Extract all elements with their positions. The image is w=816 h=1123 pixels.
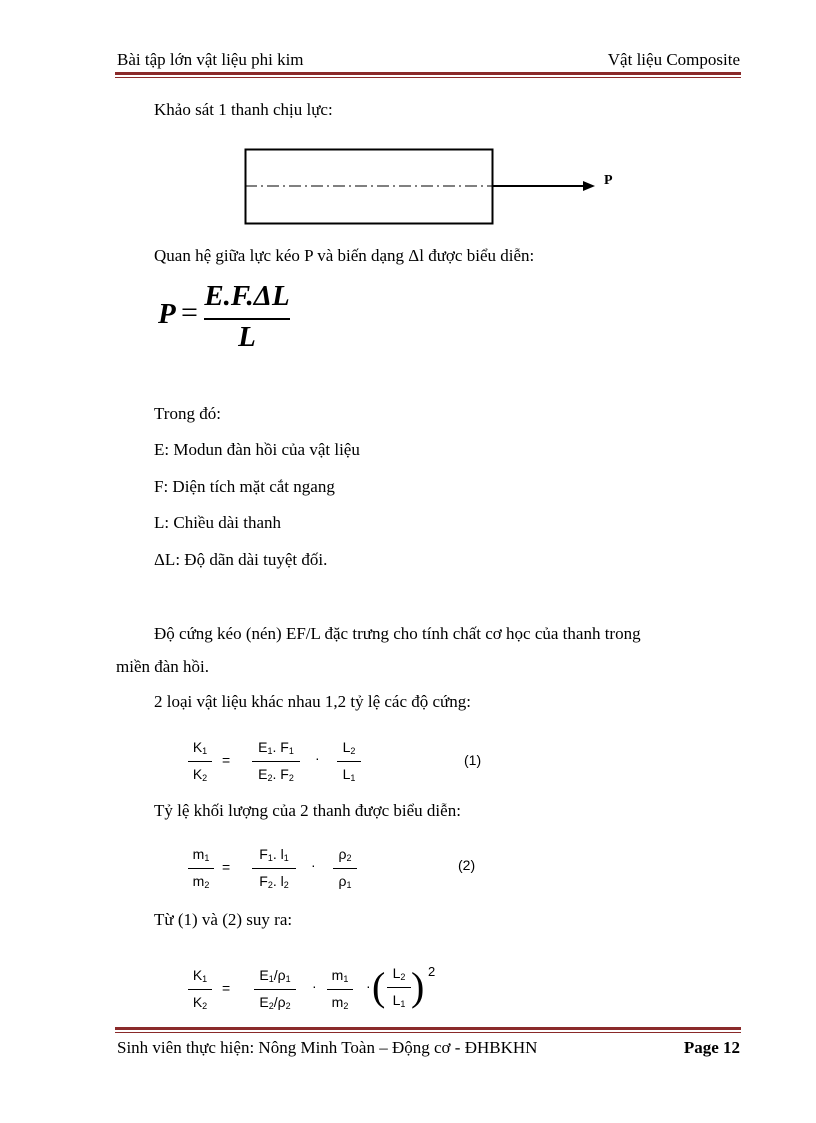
eq3-right-paren: ) xyxy=(411,964,425,1009)
header-right: Vật liệu Composite xyxy=(607,50,740,69)
mass-ratio-text: Tỷ lệ khối lượng của 2 thanh được biểu diễn: xyxy=(154,801,461,820)
footer-rule xyxy=(115,1027,741,1033)
eq3-bar-a xyxy=(188,989,212,990)
footer-left: Sinh viên thực hiện: Nông Minh Toàn – Động cơ - ĐHBKHN xyxy=(117,1038,538,1057)
eq1-dot: · xyxy=(315,750,320,766)
eq3-bar-c xyxy=(327,989,353,990)
force-label: P xyxy=(604,173,613,188)
def-item: E: Modun đàn hồi của vật liệu xyxy=(154,440,360,459)
two-materials-text: 2 loại vật liệu khác nhau 1,2 tỷ lệ các độ cứng: xyxy=(154,692,471,711)
eq1-den-K2: $K_2$ xyxy=(192,766,208,783)
force-arrowhead xyxy=(583,181,595,191)
eq1-num-L2: $L_2$ xyxy=(342,739,356,756)
formula-equals: = xyxy=(181,296,198,329)
eq2-bar-c xyxy=(333,868,357,869)
eq1-bar-a xyxy=(188,761,212,762)
eq3-num-E1rho1: $E_1/\rho_1$ xyxy=(259,967,291,984)
relation-text: Quan hệ giữa lực kéo P và biến dạng Δl được biểu diễn: xyxy=(154,246,535,265)
eq2-bar-a xyxy=(188,868,214,869)
eq3-num-K1: $K_1$ xyxy=(192,967,208,984)
bar-diagram xyxy=(240,145,620,230)
eq1-bar-b xyxy=(252,761,300,762)
eq2-bar-b xyxy=(252,868,296,869)
eq2-num-Fl1: $F_1$. $l_1$ xyxy=(259,846,289,863)
eq2-den-m2: $m_2$ xyxy=(192,873,210,890)
eq3-den-L1: $L_1$ xyxy=(392,992,406,1009)
eq1-bar-c xyxy=(337,761,361,762)
intro-text: Khảo sát 1 thanh chịu lực: xyxy=(154,100,333,119)
eq1-den-L1: $L_1$ xyxy=(342,766,356,783)
eq1-tag: (1) xyxy=(464,752,482,768)
def-item: F: Diện tích mặt cắt ngang xyxy=(154,477,335,496)
stiffness-line1: Độ cứng kéo (nén) EF/L đặc trưng cho tính chất cơ học của thanh trong xyxy=(154,624,641,643)
formula-lhs: P xyxy=(158,298,176,330)
page-number: Page 12 xyxy=(683,1038,740,1057)
eq3-left-paren: ( xyxy=(372,964,386,1009)
eq2-tag: (2) xyxy=(458,857,476,873)
def-item: ΔL: Độ dãn dài tuyệt đối. xyxy=(154,550,328,569)
eq2-equals: = xyxy=(222,859,231,875)
eq3-den-E2rho2: $E_2/\rho_2$ xyxy=(259,994,291,1011)
bar-rectangle xyxy=(246,150,493,224)
eq3-num-m1: $m_1$ xyxy=(331,967,349,984)
eq3-equals: = xyxy=(222,980,231,996)
header-left: Bài tập lớn vật liệu phi kim xyxy=(117,50,304,69)
eq2-dot: · xyxy=(311,857,316,873)
formula-fraction-bar xyxy=(204,318,290,320)
eq3-den-K2: $K_2$ xyxy=(192,994,208,1011)
eq2-den-Fl2: $F_2$. $l_2$ xyxy=(259,873,289,890)
header-rule xyxy=(115,72,741,78)
eq1-num-EF1: $E_1$. $F_1$ xyxy=(258,739,294,756)
formula-numerator: E.F.ΔL xyxy=(204,280,290,312)
stiffness-line2: miền đàn hồi. xyxy=(116,657,210,676)
where-text: Trong đó: xyxy=(154,404,221,423)
eq2-num-rho2: $\rho_2$ xyxy=(338,846,352,863)
eq3-dot-1: · xyxy=(312,978,317,994)
eq3-num-L2: $L_2$ xyxy=(392,965,406,982)
from-text: Từ (1) và (2) suy ra: xyxy=(154,910,293,929)
eq3-exponent: 2 xyxy=(428,964,436,979)
eq2-num-m1: $m_1$ xyxy=(192,846,210,863)
eq3-bar-b xyxy=(254,989,296,990)
def-item: L: Chiều dài thanh xyxy=(154,513,282,532)
formula-denominator: L xyxy=(238,321,256,353)
eq1-equals: = xyxy=(222,752,231,768)
eq3-den-m2: $m_2$ xyxy=(331,994,349,1011)
eq1-num-K1: $K_1$ xyxy=(192,739,208,756)
eq3-dot-2: · xyxy=(366,978,371,994)
eq2-den-rho1: $\rho_1$ xyxy=(338,873,352,890)
eq3-bar-d xyxy=(387,987,411,988)
eq1-den-EF2: $E_2$. $F_2$ xyxy=(258,766,294,783)
